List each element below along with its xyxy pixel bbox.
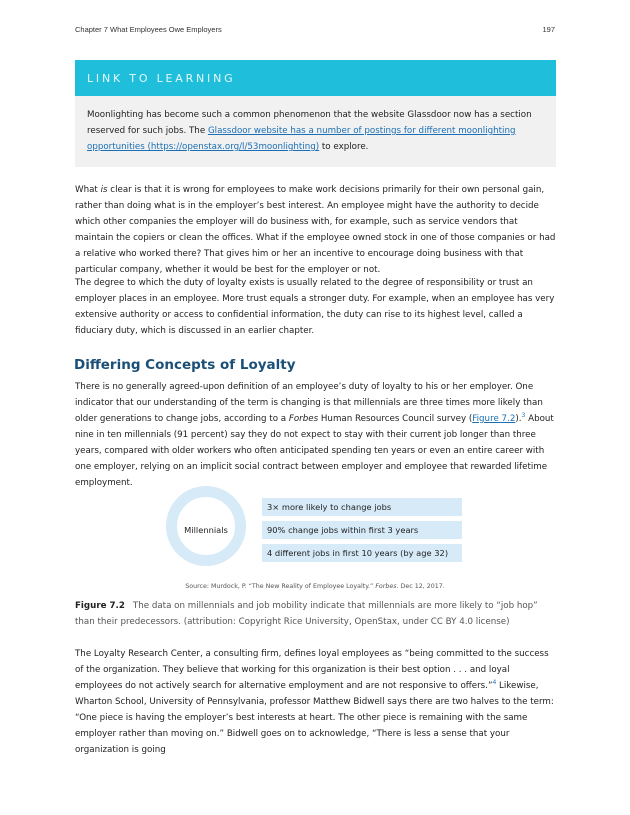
para4-text-1: The Loyalty Research Center, a consulting firm, defines loyal employees as “being committed to the success of the organization. They believe that working for this organization is their best option . . . and loyal employees do not actively search for alternative employment and are not responsive to offers.”: [75, 649, 549, 691]
figure-source: [0, 583, 630, 590]
figure-number: Figure 7.2: [75, 601, 125, 611]
ltl-text-after: to explore.: [319, 142, 369, 152]
link-to-learning-box: [75, 60, 556, 167]
page-number: 197: [542, 25, 555, 34]
para4-text-2: Likewise, Wharton School, University of Pennsylvania, professor Matthew Bidwell says there are two halves to the term: “One piece is having the employer’s best interests at heart. The other piece is remaining with the same employer rather than moving on.” Bidwell goes on to acknowledge, “There is less a sense that your organization is going: [75, 681, 554, 755]
para3-text-2: Human Resources Council survey (: [318, 414, 473, 424]
link-to-learning-heading: LINK TO LEARNING: [75, 60, 556, 96]
source-pre: Source: Murdock, P. “The New Reality of Employee Loyalty.”: [185, 583, 376, 590]
para1-emphasis: is: [100, 185, 108, 195]
footnote-3[interactable]: 3: [521, 412, 526, 420]
paragraph-1: [75, 182, 556, 278]
paragraph-4: [75, 646, 556, 758]
stat-bar-3: 4 different jobs in first 10 years (by age 32): [262, 544, 462, 562]
para3-text-3: ).: [515, 414, 522, 424]
stat-bar-2: 90% change jobs within first 3 years: [262, 521, 462, 539]
para3-text-4: About nine in ten millennials (91 percent) say they do not expect to stay with their current job longer than three years, compared with older workers who often anticipated spending ten years or even an entire career with one employer, relying on an implicit social contract between employer and employee that rewarded lifetime employment.: [75, 414, 554, 488]
para1-post: clear is that it is wrong for employees to make work decisions primarily for their own personal gain, rather than doing what is in the employer’s best interest. An employee might have the authority to decide which other companies the employer will do business with, for example, such as service vendors that maintain the copiers or clean the offices. What if the employee owned stock in one of those companies or had a relative who worked there? That gives him or her an incentive to encourage doing business with that particular company, whether it would be best for the employer or not.: [75, 185, 556, 275]
paragraph-3: [75, 379, 556, 491]
glassdoor-link[interactable]: Glassdoor website has a number of postings for different moonlighting opportunities (https://openstax.org/l/53moonlighting): [87, 126, 516, 152]
source-italic: Forbes: [375, 583, 397, 590]
figure-7-2: [166, 486, 466, 566]
chapter-title: Chapter 7 What Employees Owe Employers: [75, 25, 222, 34]
source-post: . Dec 12, 2017.: [396, 583, 445, 590]
footnote-4[interactable]: 4: [492, 679, 497, 687]
caption-text: The data on millennials and job mobility indicate that millennials are more likely to “job hop” than their predecessors. (attribution: Copyright Rice University, OpenStax, under CC BY 4.0 license): [75, 601, 538, 627]
para3-text-1: There is no generally agreed-upon definition of an employee’s duty of loyalty to his or her employer. One indicator that our understanding of the term is changing is that millennials are three times more likely than older generations to change jobs, according to a: [75, 382, 543, 424]
millennials-label: Millennials: [184, 525, 228, 535]
forbes-italic: Forbes: [288, 414, 319, 424]
figure-caption: [75, 598, 556, 630]
running-header: [75, 25, 555, 34]
para1-pre: What: [75, 185, 101, 195]
section-title: Differing Concepts of Loyalty: [74, 357, 296, 373]
figure-7-2-link[interactable]: Figure 7.2: [472, 414, 516, 424]
stat-bar-1: 3× more likely to change jobs: [262, 498, 462, 516]
link-to-learning-text: [75, 96, 556, 167]
ltl-text-before: Moonlighting has become such a common phenomenon that the website Glassdoor now has a section reserved for such jobs. The: [87, 110, 532, 136]
paragraph-2: The degree to which the duty of loyalty exists is usually related to the degree of responsibility or trust an employer places in an employee. More trust equals a stronger duty. For example, when an employee has very extensive authority or access to confidential information, the duty can rise to its highest level, called a fiduciary duty, which is discussed in an earlier chapter.: [75, 278, 555, 336]
